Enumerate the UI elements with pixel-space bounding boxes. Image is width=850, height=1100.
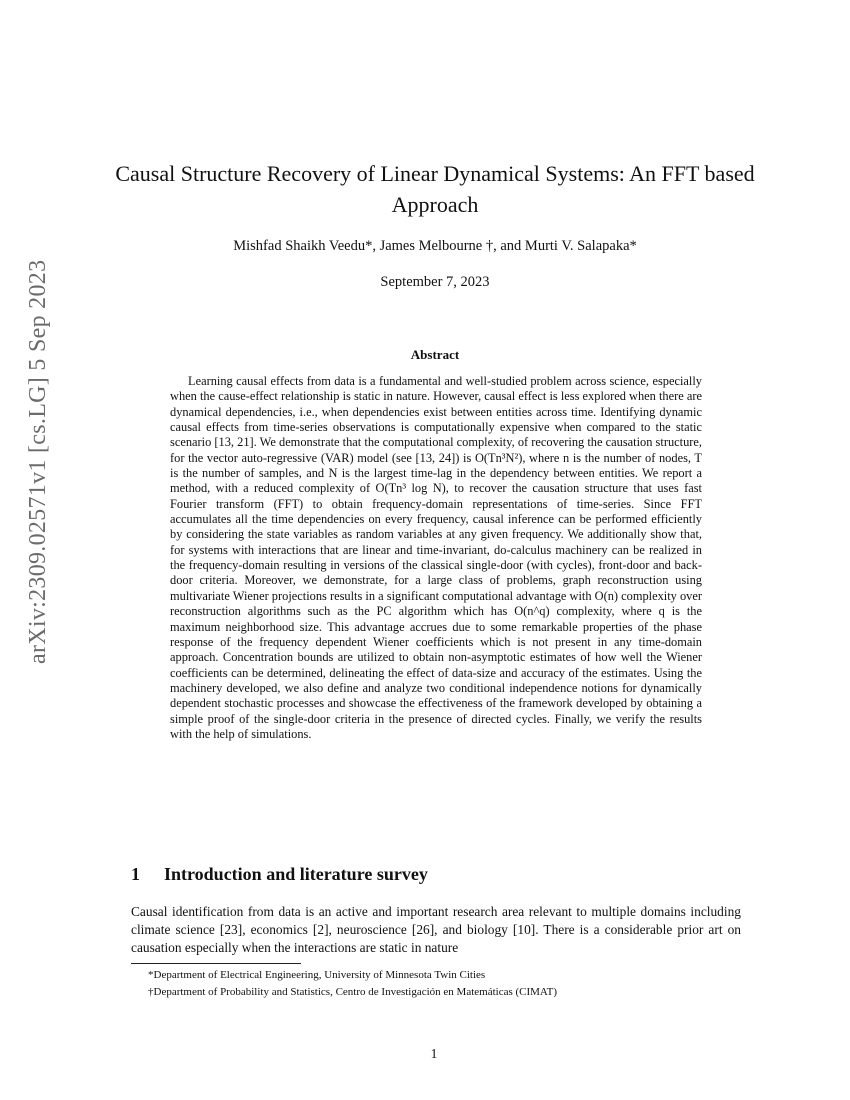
footnote-rule bbox=[131, 963, 301, 964]
section-heading bbox=[131, 864, 428, 885]
abstract-heading: Abstract bbox=[410, 347, 460, 362]
section-number: 1 bbox=[131, 864, 140, 884]
author-list: Mishfad Shaikh Veedu*, James Melbourne †, and Murti V. Salapaka* bbox=[233, 238, 637, 254]
footnote-affiliation-2: †Department of Probability and Statistics, Centro de Investigación en Matemáticas (CIMAT) bbox=[148, 986, 558, 998]
section-title: Introduction and literature survey bbox=[164, 864, 428, 884]
paper-title: Causal Structure Recovery of Linear Dynamical Systems: An FFT based Approach bbox=[115, 161, 755, 217]
arxiv-identifier-stamp: arXiv:2309.02571v1 [cs.LG] 5 Sep 2023 bbox=[25, 259, 51, 664]
footnote-affiliation-1: *Department of Electrical Engineering, University of Minnesota Twin Cities bbox=[148, 969, 486, 981]
intro-paragraph: Causal identification from data is an active and important research area relevant to multiple domains including climate science [23], economics [2], neuroscience [26], and biology [10]. There is a considerable prior art on causation especially when the interactions are static in nature bbox=[131, 904, 741, 955]
abstract-text: Learning causal effects from data is a fundamental and well-studied problem across science, especially when the cause-effect relationship is static in nature. However, causal effect is less explored when there are dynamical dependencies, i.e., when dependencies exist between entities across time. Identifying dynamic causal effects from time-series observations is computationally expensive when compared to the static scenario [13, 21]. We demonstrate that the computational complexity, of recovering the causation structure, for the vector auto-regressive (VAR) model (see [13, 24]) is O(Tn³N²), where n is the number of nodes, T is the number of samples, and N is the largest time-lag in the dependency between entities. We report a method, with a reduced complexity of O(Tn³ log N), to recover the causation structure that uses fast Fourier transform (FFT) to obtain frequency-domain representations of time-series. Since FFT accumulates all the time dependencies on every frequency, causal inference can be performed efficiently by considering the state variables as random variables at any given frequency. We additionally show that, for systems with interactions that are linear and time-invariant, do-calculus machinery can be realized in the frequency-domain resulting in versions of the classical single-door (with cycles), front-door and back-door criteria. Moreover, we demonstrate, for a large class of problems, graph reconstruction using multivariate Wiener projections results in a significant computational advantage with O(n) complexity over reconstruction algorithms such as the PC algorithm which has O(n^q) complexity, where q is the maximum neighborhood size. This advantage accrues due to some remarkable properties of the phase response of the frequency dependent Wiener coefficients which is not present in any time-domain approach. Concentration bounds are utilized to obtain non-asymptotic estimates of how well the Wiener coefficients can be determined, delineating the effect of data-size and accuracy of the estimates. Using the machinery developed, we also define and analyze two conditional independence notions for dynamically dependent stochastic processes and showcase the effectiveness of the framework developed by obtaining a simple proof of the single-door criteria in the presence of directed cycles. Finally, we verify the results with the help of simulations. bbox=[170, 374, 702, 741]
page-number: 1 bbox=[430, 1046, 438, 1061]
paper-date: September 7, 2023 bbox=[380, 274, 490, 290]
